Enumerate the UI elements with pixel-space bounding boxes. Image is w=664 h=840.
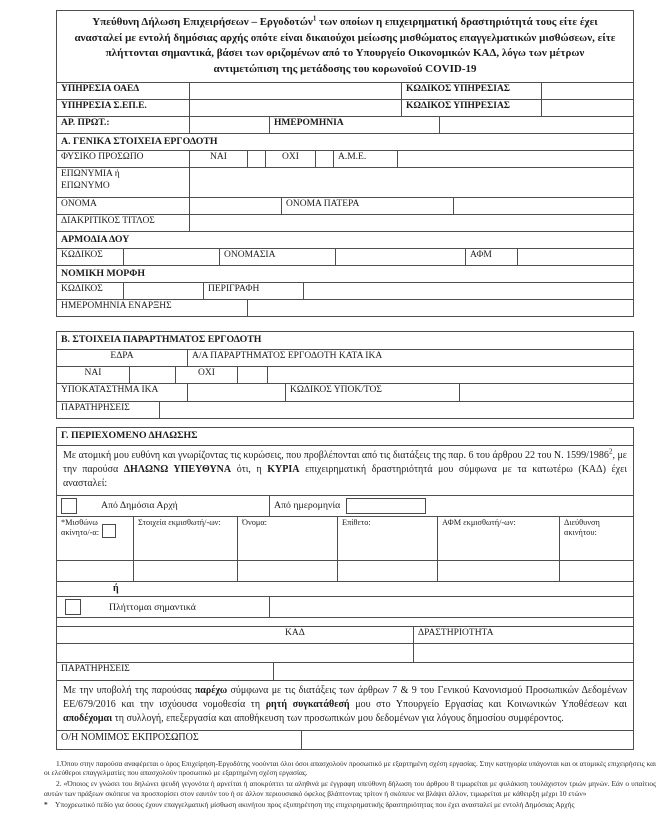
misthono-input[interactable] bbox=[57, 561, 133, 581]
nomiki-kodikos-label: ΚΩΔΙΚΟΣ bbox=[61, 284, 103, 295]
section-a-header: Α. ΓΕΝΙΚΑ ΣΤΟΙΧΕΙΑ ΕΡΓΟΔΟΤΗ bbox=[61, 136, 218, 148]
decl-text-4: επιχειρηματική δραστηριότητά μου σύμφωνα με τα κατωτέρω (ΚΑΔ) έχει ανασταλεί: bbox=[63, 464, 628, 490]
ame-label: Α.Μ.Ε. bbox=[333, 151, 397, 167]
row-section-c-header bbox=[57, 428, 633, 445]
edra-nai-checkbox[interactable] bbox=[129, 367, 175, 383]
main-form-box bbox=[56, 10, 634, 317]
gdpr-text-2: σύμφωνα με τις διατάξεις των άρθρων 7 & 9 του Γενικού Κανονισμού Προσωπικών Δεδομένων ΕΕ/679/2016 και την ισχύουσα νομοθεσία τη bbox=[63, 685, 627, 711]
row-diakritikos-titlos bbox=[57, 214, 633, 231]
ypiresia-oaed-label: ΥΠΗΡΕΣΙΑ ΟΑΕΔ bbox=[61, 84, 140, 95]
drastiriotita-input[interactable] bbox=[413, 644, 633, 662]
lease-onoma-header: Όνομα: bbox=[237, 517, 337, 560]
row-kad-header bbox=[57, 626, 633, 643]
stoixeia-ekmisthoti-input[interactable] bbox=[133, 561, 237, 581]
misthono-akinito-cell bbox=[57, 517, 133, 560]
b-paratiriseis-input[interactable] bbox=[159, 402, 633, 418]
apo-dimosia-arxi-checkbox[interactable] bbox=[61, 498, 77, 514]
misthono-akinito-label bbox=[61, 518, 99, 539]
plittomai-checkbox[interactable] bbox=[65, 599, 81, 615]
fysiko-prosopo-label: ΦΥΣΙΚΟ ΠΡΟΣΩΠΟ bbox=[61, 152, 144, 163]
plittomai-input[interactable] bbox=[270, 597, 633, 617]
edra-oxi-checkbox[interactable] bbox=[237, 367, 267, 383]
row-lease-header bbox=[57, 516, 633, 560]
decl-text-2: , με την παρούσα bbox=[63, 450, 627, 476]
fysiko-oxi-label: ΟΧΙ bbox=[265, 151, 315, 167]
apo-imerominia-label: Από ημερομηνία bbox=[274, 500, 341, 512]
lease-onoma-input[interactable] bbox=[237, 561, 337, 581]
row-or bbox=[57, 581, 633, 597]
footnote-asterisk bbox=[44, 800, 656, 810]
onoma-patera-label: ΟΝΟΜΑ ΠΑΤΕΡΑ bbox=[281, 198, 453, 214]
row-nomiki-morfi-header bbox=[57, 265, 633, 282]
armodia-doy-header: ΑΡΜΟΔΙΑ ΔΟΥ bbox=[61, 234, 130, 246]
ypokatastima-ika-label: ΥΠΟΚΑΤΑΣΤΗΜΑ ΙΚΑ bbox=[61, 385, 159, 396]
title-footnote-ref: 1 bbox=[312, 14, 317, 23]
row-thin-spacer bbox=[57, 617, 633, 626]
nomimos-ekprosopos-label: Ο/Η ΝΟΜΙΜΟΣ ΕΚΠΡΟΣΩΠΟΣ bbox=[61, 731, 199, 743]
doy-onomasia-input[interactable] bbox=[335, 249, 465, 265]
aa-parartimatos-input[interactable] bbox=[267, 367, 633, 383]
gdpr-paragraph bbox=[57, 681, 633, 729]
section-c-box bbox=[56, 427, 634, 749]
drastiriotita-label: ΔΡΑΣΤΗΡΙΟΤΗΤΑ bbox=[413, 627, 633, 643]
row-doy-details bbox=[57, 248, 633, 265]
row-section-b-header bbox=[57, 332, 633, 349]
row-edra-nai-oxi bbox=[57, 366, 633, 383]
plittomai-label: Πλήττομαι σημαντικά bbox=[109, 601, 196, 613]
c-paratiriseis-input[interactable] bbox=[273, 663, 633, 680]
doy-kodikos-input[interactable] bbox=[123, 249, 219, 265]
misthono-akinito-checkbox[interactable] bbox=[102, 524, 116, 538]
footnotes-block bbox=[44, 759, 656, 810]
gdpr-bold-parexo: παρέχω bbox=[194, 685, 228, 697]
row-section-a-header bbox=[57, 133, 633, 150]
nomimos-ekprosopos-input[interactable] bbox=[301, 731, 633, 749]
form-title-text: Υπεύθυνη Δήλωση Επιχειρήσεων – Εργοδοτών bbox=[92, 16, 313, 28]
onoma-input[interactable] bbox=[189, 198, 281, 214]
edra-label: ΕΔΡΑ bbox=[110, 351, 134, 362]
ar-prot-label: ΑΡ. ΠΡΩΤ.: bbox=[61, 118, 110, 129]
apo-imerominia-cell bbox=[270, 496, 633, 516]
row-protocol bbox=[57, 116, 633, 133]
fysiko-oxi-checkbox[interactable] bbox=[315, 151, 333, 167]
perigrafi-input[interactable] bbox=[303, 283, 633, 299]
section-b-box bbox=[56, 331, 634, 419]
lease-dieythynsi-input[interactable] bbox=[559, 561, 633, 581]
footnote-1: 1.Όπου στην παρούσα αναφέρεται ο όρος Επιχείρηση-Εργοδότης νοούνται όλοι όσοι απασχολούν προσωπικό με εξαρτημένη σχέση εργασίας. Στην κατηγορία υπάγονται και οι ατομικές επιχειρήσεις και οι ελεύθεροι επαγγελματίες που απασχολούν προσωπικό με εξαρτημένη σχέση εργασίας. bbox=[44, 758, 656, 778]
eponymia-label-line2: ΕΠΩΝΥΜΟ bbox=[61, 181, 110, 192]
form-title bbox=[57, 11, 633, 82]
nomiki-morfi-header: ΝΟΜΙΚΗ ΜΟΡΦΗ bbox=[61, 268, 146, 280]
decl-text-3: ότι, η bbox=[231, 464, 268, 476]
misthono-line2: ακίνητο/-α: bbox=[61, 528, 100, 538]
onoma-label: ΟΝΟΜΑ bbox=[61, 199, 97, 210]
perigrafi-label: ΠΕΡΙΓΡΑΦΗ bbox=[203, 283, 303, 299]
row-onoma bbox=[57, 197, 633, 214]
row-b-paratiriseis bbox=[57, 401, 633, 418]
imerominia-input[interactable] bbox=[439, 117, 633, 133]
decl-bold-dilono: ΔΗΛΩΝΩ ΥΠΕΥΘΥΝΑ bbox=[123, 464, 232, 476]
ypiresia-sepe-input[interactable] bbox=[189, 100, 401, 116]
gdpr-text-1: Με την υποβολή της παρούσας bbox=[63, 685, 195, 697]
imerominia-enarxis-input[interactable] bbox=[247, 300, 633, 316]
fysiko-nai-checkbox[interactable] bbox=[247, 151, 265, 167]
eponymia-label-line1: ΕΠΩΝΥΜΙΑ ή bbox=[61, 169, 120, 180]
row-imerominia-enarxis bbox=[57, 299, 633, 316]
kodikos-ypiresias-sepe-label: ΚΩΔΙΚΟΣ ΥΠΗΡΕΣΙΑΣ bbox=[401, 100, 541, 116]
footnote-asterisk-text: Υποχρεωτικό πεδίο για όσους έχουν επαγγελματική μίσθωση ακινήτου προς εξυπηρέτηση της επιχειρηματικής δραστηριότητας που έχει ανασταλεί με εντολή Δημόσιας Αρχής bbox=[55, 799, 575, 809]
row-edra bbox=[57, 349, 633, 366]
kodikos-ypiresias-sepe-input[interactable] bbox=[541, 100, 633, 116]
lease-epitheto-input[interactable] bbox=[337, 561, 437, 581]
imerominia-label: ΗΜΕΡΟΜΗΝΙΑ bbox=[269, 117, 439, 133]
nomiki-kodikos-input[interactable] bbox=[123, 283, 203, 299]
imerominia-enarxis-label: ΗΜΕΡΟΜΗΝΙΑ ΕΝΑΡΞΗΣ bbox=[61, 301, 172, 312]
apo-imerominia-input[interactable] bbox=[346, 498, 426, 514]
ypokatastima-ika-input[interactable] bbox=[187, 384, 285, 401]
row-fysiko-prosopo bbox=[57, 150, 633, 167]
row-nomiki-morfi-details bbox=[57, 282, 633, 299]
plittomai-cell bbox=[57, 597, 270, 617]
row-eponymia bbox=[57, 167, 633, 197]
lease-afm-header: ΑΦΜ εκμισθωτή/-ων: bbox=[437, 517, 559, 560]
row-plittomai bbox=[57, 596, 633, 617]
decl-bold-kyria: ΚΥΡΙΑ bbox=[267, 464, 300, 476]
kad-label: ΚΑΔ bbox=[285, 628, 305, 639]
edra-nai-label: ΝΑΙ bbox=[84, 368, 102, 379]
eponymia-label bbox=[57, 168, 189, 197]
ar-prot-input[interactable] bbox=[189, 117, 269, 133]
edra-oxi-label: ΟΧΙ bbox=[175, 367, 237, 383]
doy-onomasia-label: ΟΝΟΜΑΣΙΑ bbox=[219, 249, 335, 265]
onoma-patera-input[interactable] bbox=[453, 198, 633, 214]
lease-dieythynsi-header: Διεύθυνση ακινήτου: bbox=[559, 517, 633, 560]
ypiresia-oaed-input[interactable] bbox=[189, 83, 401, 99]
gdpr-text-3: μου στο Υπουργείο Εργασίας και Κοινωνικών Υποθέσεων και bbox=[349, 699, 627, 711]
row-ypiresia-sepe bbox=[57, 99, 633, 116]
section-b-header: Β. ΣΤΟΙΧΕΙΑ ΠΑΡΑΡΤΗΜΑΤΟΣ ΕΡΓΟΔΟΤΗ bbox=[61, 334, 262, 346]
row-kad-empty bbox=[57, 643, 633, 662]
misthono-line1: *Μισθώνω bbox=[61, 517, 98, 527]
lease-epitheto-header: Επίθετο: bbox=[337, 517, 437, 560]
kad-input[interactable] bbox=[57, 644, 413, 662]
stoixeia-ekmisthoti-header: Στοιχεία εκμισθωτή/-ων: bbox=[133, 517, 237, 560]
kodikos-ypiresias-oaed-input[interactable] bbox=[541, 83, 633, 99]
lease-afm-input[interactable] bbox=[437, 561, 559, 581]
section-c-header: Γ. ΠΕΡΙΕΧΟΜΕΝΟ ΔΗΛΩΣΗΣ bbox=[61, 430, 198, 442]
aa-parartimatos-label: Α/Α ΠΑΡΑΡΤΗΜΑΤΟΣ ΕΡΓΟΔΟΤΗ ΚΑΤΑ ΙΚΑ bbox=[187, 350, 633, 366]
gdpr-bold-riti: ρητή συγκατάθεσή bbox=[265, 699, 350, 711]
footnote-asterisk-marker: * bbox=[44, 799, 48, 809]
row-gdpr-paragraph bbox=[57, 680, 633, 729]
row-ypiresia-oaed bbox=[57, 82, 633, 99]
c-paratiriseis-label: ΠΑΡΑΤΗΡΗΣΕΙΣ bbox=[61, 664, 130, 675]
diakritikos-titlos-label: ΔΙΑΚΡΙΤΙΚΟΣ ΤΙΤΛΟΣ bbox=[61, 216, 155, 227]
form-title-text-cont: των οποίων η επιχειρηματική δραστηριότητά τους είτε έχει ανασταλεί με εντολή δημόσιας αρχής οπότε είναι δικαιούχοι μείωσης μισθώματος επαγγελματικών μισθώσεων, είτε πλήττονται σημαντικά, βάσει των οριζομένων από το Υπουργείο Οικονομικών ΚΑΔ, λόγω των μέτρων αντιμετώπιση της μετάδοσης του κορωνοϊού COVID-19 bbox=[74, 16, 616, 75]
row-apo-dimosia-arxi bbox=[57, 495, 633, 516]
ypiresia-sepe-label: ΥΠΗΡΕΣΙΑ Σ.ΕΠ.Ε. bbox=[61, 101, 147, 112]
fysiko-nai-label: ΝΑΙ bbox=[189, 151, 247, 167]
kodikos-ypok-label: ΚΩΔΙΚΟΣ ΥΠΟΚ/ΤΟΣ bbox=[285, 384, 459, 401]
row-nomimos-ekprosopos bbox=[57, 730, 633, 749]
afm-input[interactable] bbox=[517, 249, 633, 265]
doy-kodikos-label: ΚΩΔΙΚΟΣ bbox=[61, 250, 103, 261]
afm-label: ΑΦΜ bbox=[465, 249, 517, 265]
apo-dimosia-arxi-label: Από Δημόσια Αρχή bbox=[101, 500, 178, 512]
row-declaration-paragraph bbox=[57, 445, 633, 494]
decl-footnote-ref: 2 bbox=[608, 448, 613, 457]
gdpr-text-4: τη συλλογή, επεξεργασία και αποθήκευση των προσωπικών μου δεδομένων για λόγους δημοσίου συμφέροντος. bbox=[112, 712, 564, 724]
eponymia-input[interactable] bbox=[189, 168, 633, 197]
kodikos-ypok-input[interactable] bbox=[459, 384, 633, 401]
b-paratiriseis-label: ΠΑΡΑΤΗΡΗΣΕΙΣ bbox=[61, 403, 130, 414]
thin-spacer-cell bbox=[57, 618, 633, 626]
kodikos-ypiresias-oaed-label: ΚΩΔΙΚΟΣ ΥΠΗΡΕΣΙΑΣ bbox=[401, 83, 541, 99]
row-armodia-doy-header bbox=[57, 231, 633, 248]
or-label: ή bbox=[113, 582, 119, 594]
footnote-2: 2. «Όποιος εν γνώσει του δηλώνει ψευδή γεγονότα ή αρνείται ή αποκρύπτει τα αληθινά με έγγραφη υπεύθυνη δήλωση του άρθρου 8 τιμωρείται με φυλάκιση τουλάχιστον τριών μηνών. Εάν ο υπαίτιος αυτών των πράξεων σκόπευε να προσπορίσει στον εαυτόν του ή σε άλλον περιουσιακό όφελος βλάπτοντας τρίτον ή σκόπευε να βλάψει άλλον, τιμωρείται με κάθειρξη μέχρι 10 ετών» bbox=[44, 779, 656, 799]
row-lease-empty bbox=[57, 560, 633, 581]
apo-dimosia-arxi-cell bbox=[57, 496, 270, 516]
decl-text-1: Με ατομική μου ευθύνη και γνωρίζοντας τις κυρώσεις, που προβλέπονται από τις διατάξεις της παρ. 6 του άρθρου 22 του Ν. 1599/1986 bbox=[63, 450, 609, 462]
declaration-paragraph bbox=[57, 446, 633, 494]
ame-input[interactable] bbox=[397, 151, 633, 167]
row-c-paratiriseis bbox=[57, 662, 633, 680]
diakritikos-titlos-input[interactable] bbox=[189, 215, 633, 231]
row-ypokatastima bbox=[57, 383, 633, 401]
gdpr-bold-apodexomai: αποδέχομαι bbox=[63, 712, 113, 724]
